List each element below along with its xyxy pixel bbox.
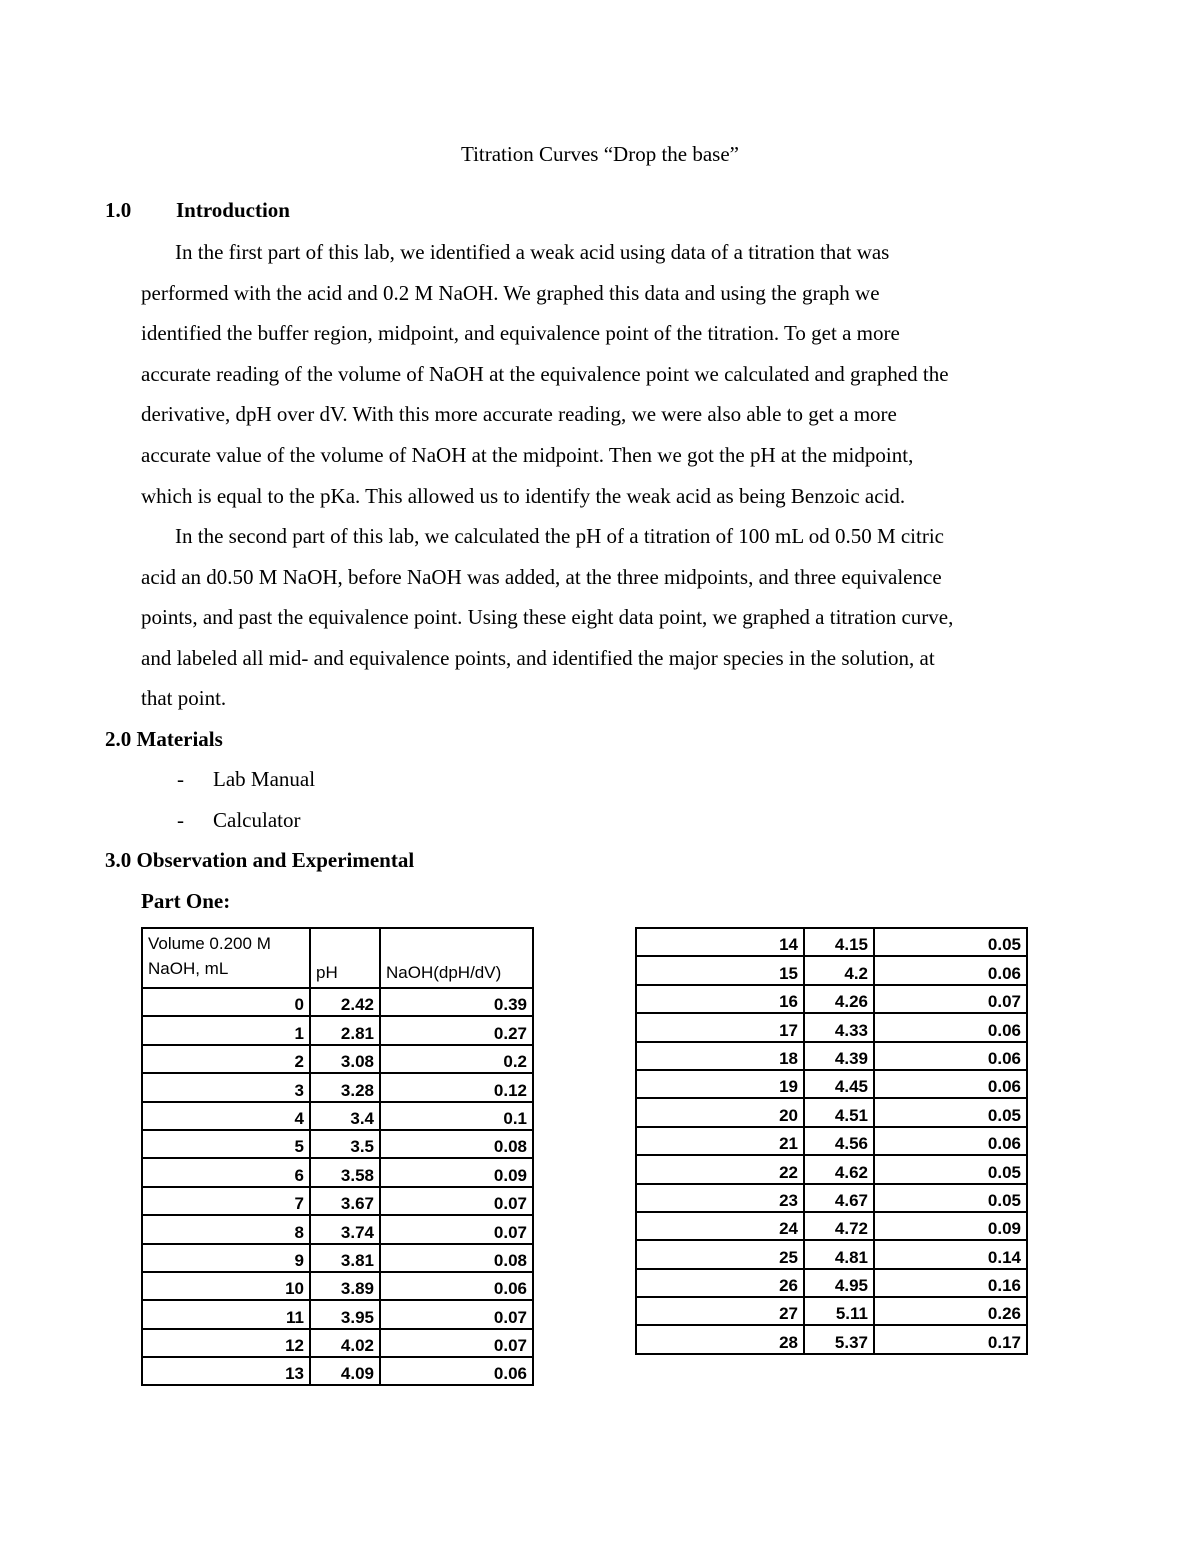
cell-dphdv: 0.2 [380, 1045, 533, 1073]
cell-ph: 3.5 [310, 1130, 380, 1158]
paragraph-line: identified the buffer region, midpoint, and equivalence point of the titration. To get a more [141, 321, 900, 346]
table-row [142, 1357, 533, 1385]
paragraph-line: performed with the acid and 0.2 M NaOH. We graphed this data and using the graph we [141, 280, 880, 305]
cell-volume: 4 [142, 1102, 310, 1130]
cell-dphdv: 0.06 [380, 1272, 533, 1300]
cell-ph: 4.45 [804, 1070, 874, 1098]
cell-volume: 8 [142, 1215, 310, 1243]
cell-dphdv: 0.06 [874, 956, 1027, 984]
cell-volume: 26 [636, 1269, 804, 1297]
cell-ph: 4.72 [804, 1212, 874, 1240]
cell-ph: 4.33 [804, 1013, 874, 1041]
cell-volume: 18 [636, 1042, 804, 1070]
materials-item [177, 767, 315, 792]
cell-volume: 24 [636, 1212, 804, 1240]
part-one-heading: Part One: [141, 889, 231, 913]
cell-volume: 21 [636, 1127, 804, 1155]
cell-dphdv: 0.06 [874, 1070, 1027, 1098]
cell-volume: 11 [142, 1300, 310, 1328]
table-row [142, 1329, 533, 1357]
cell-dphdv: 0.05 [874, 1155, 1027, 1183]
cell-ph: 4.95 [804, 1269, 874, 1297]
cell-dphdv: 0.06 [874, 1127, 1027, 1155]
header-dphdv: NaOH(dpH/dV) [380, 928, 533, 988]
table-row [636, 985, 1027, 1013]
table-row [636, 1098, 1027, 1126]
cell-dphdv: 0.39 [380, 988, 533, 1016]
cell-ph: 3.4 [310, 1102, 380, 1130]
paragraph-line: In the first part of this lab, we identified a weak acid using data of a titration that was [175, 240, 890, 264]
table-row [142, 1300, 533, 1328]
cell-volume: 12 [142, 1329, 310, 1357]
cell-ph: 3.28 [310, 1073, 380, 1101]
table-row [636, 1127, 1027, 1155]
cell-volume: 25 [636, 1240, 804, 1268]
cell-volume: 17 [636, 1013, 804, 1041]
cell-ph: 4.26 [804, 985, 874, 1013]
cell-dphdv: 0.1 [380, 1102, 533, 1130]
table-row [636, 1184, 1027, 1212]
paragraph-line: and labeled all mid- and equivalence points, and identified the major species in the solution, at [141, 645, 935, 670]
cell-ph: 4.67 [804, 1184, 874, 1212]
cell-volume: 19 [636, 1070, 804, 1098]
cell-volume: 22 [636, 1155, 804, 1183]
cell-volume: 5 [142, 1130, 310, 1158]
cell-dphdv: 0.05 [874, 1098, 1027, 1126]
paragraph-line: that point. [141, 686, 227, 711]
table-row [142, 988, 533, 1016]
cell-dphdv: 0.07 [380, 1300, 533, 1328]
cell-dphdv: 0.05 [874, 928, 1027, 956]
cell-ph: 3.74 [310, 1215, 380, 1243]
cell-dphdv: 0.14 [874, 1240, 1027, 1268]
cell-dphdv: 0.26 [874, 1297, 1027, 1325]
cell-volume: 14 [636, 928, 804, 956]
section-3-heading: 3.0 Observation and Experimental [105, 848, 415, 872]
cell-dphdv: 0.17 [874, 1325, 1027, 1353]
cell-ph: 5.37 [804, 1325, 874, 1353]
intro-paragraph-1 [141, 232, 1071, 516]
cell-volume: 23 [636, 1184, 804, 1212]
cell-ph: 3.08 [310, 1045, 380, 1073]
cell-dphdv: 0.12 [380, 1073, 533, 1101]
table-row [142, 1045, 533, 1073]
cell-ph: 4.62 [804, 1155, 874, 1183]
paragraph-line: accurate reading of the volume of NaOH at the equivalence point we calculated and graphed the [141, 361, 949, 386]
table-row [636, 1240, 1027, 1268]
table-row [636, 1212, 1027, 1240]
table-row [636, 1297, 1027, 1325]
cell-dphdv: 0.06 [874, 1013, 1027, 1041]
cell-dphdv: 0.07 [380, 1187, 533, 1215]
cell-volume: 6 [142, 1158, 310, 1186]
table-row [142, 1272, 533, 1300]
cell-volume: 28 [636, 1325, 804, 1353]
table-header-row [142, 928, 533, 988]
cell-ph: 2.42 [310, 988, 380, 1016]
cell-ph: 3.67 [310, 1187, 380, 1215]
cell-dphdv: 0.06 [874, 1042, 1027, 1070]
table-row [142, 1244, 533, 1272]
cell-dphdv: 0.07 [874, 985, 1027, 1013]
cell-ph: 3.58 [310, 1158, 380, 1186]
cell-volume: 13 [142, 1357, 310, 1385]
table-row [142, 1073, 533, 1101]
cell-volume: 0 [142, 988, 310, 1016]
cell-ph: 5.11 [804, 1297, 874, 1325]
materials-item-label: Calculator [213, 808, 301, 832]
cell-ph: 4.09 [310, 1357, 380, 1385]
cell-dphdv: 0.27 [380, 1016, 533, 1044]
paragraph-line: which is equal to the pKa. This allowed us to identify the weak acid as being Benzoic acid. [141, 483, 906, 508]
cell-ph: 3.81 [310, 1244, 380, 1272]
table-row [142, 1215, 533, 1243]
paragraph-line: acid an d0.50 M NaOH, before NaOH was added, at the three midpoints, and three equivalence [141, 564, 942, 589]
cell-volume: 16 [636, 985, 804, 1013]
materials-item [177, 808, 300, 833]
table-row [636, 1325, 1027, 1353]
cell-volume: 2 [142, 1045, 310, 1073]
section-1-number: 1.0 [105, 198, 132, 222]
cell-ph: 3.95 [310, 1300, 380, 1328]
table-row [142, 1130, 533, 1158]
table-row [142, 1187, 533, 1215]
cell-ph: 4.81 [804, 1240, 874, 1268]
table-row [636, 956, 1027, 984]
table-row [142, 1016, 533, 1044]
cell-dphdv: 0.09 [874, 1212, 1027, 1240]
cell-volume: 10 [142, 1272, 310, 1300]
materials-item-label: Lab Manual [213, 767, 316, 791]
section-2-heading: 2.0 Materials [105, 727, 223, 751]
paragraph-line: accurate value of the volume of NaOH at the midpoint. Then we got the pH at the midpoint, [141, 442, 914, 467]
cell-ph: 4.51 [804, 1098, 874, 1126]
cell-dphdv: 0.07 [380, 1329, 533, 1357]
table-row [636, 1269, 1027, 1297]
cell-volume: 3 [142, 1073, 310, 1101]
cell-dphdv: 0.16 [874, 1269, 1027, 1297]
paragraph-line: points, and past the equivalence point. Using these eight data point, we graphed a titration curve, [141, 605, 954, 630]
cell-volume: 1 [142, 1016, 310, 1044]
cell-dphdv: 0.08 [380, 1244, 533, 1272]
section-1-heading [105, 198, 290, 223]
cell-volume: 20 [636, 1098, 804, 1126]
cell-ph: 4.15 [804, 928, 874, 956]
paragraph-line: In the second part of this lab, we calculated the pH of a titration of 100 mL od 0.50 M citric [175, 524, 945, 548]
cell-volume: 15 [636, 956, 804, 984]
cell-ph: 4.02 [310, 1329, 380, 1357]
cell-dphdv: 0.06 [380, 1357, 533, 1385]
cell-volume: 7 [142, 1187, 310, 1215]
table-row [636, 1042, 1027, 1070]
intro-paragraph-2 [141, 516, 1071, 719]
cell-dphdv: 0.09 [380, 1158, 533, 1186]
table-row [142, 1158, 533, 1186]
paragraph-line: derivative, dpH over dV. With this more accurate reading, we were also able to get a more [141, 402, 897, 427]
data-table-left [141, 927, 534, 1386]
cell-volume: 9 [142, 1244, 310, 1272]
cell-ph: 2.81 [310, 1016, 380, 1044]
table-row [636, 928, 1027, 956]
header-ph: pH [310, 928, 380, 988]
data-table-right [635, 927, 1028, 1355]
cell-volume: 27 [636, 1297, 804, 1325]
header-volume: Volume 0.200 M NaOH, mL [142, 928, 310, 988]
table-row [142, 1102, 533, 1130]
table-row [636, 1155, 1027, 1183]
document-title: Titration Curves “Drop the base” [460, 142, 739, 166]
cell-dphdv: 0.07 [380, 1215, 533, 1243]
table-row [636, 1013, 1027, 1041]
list-bullet: - [177, 767, 184, 791]
cell-dphdv: 0.08 [380, 1130, 533, 1158]
cell-ph: 4.56 [804, 1127, 874, 1155]
list-bullet: - [177, 808, 184, 832]
cell-ph: 4.2 [804, 956, 874, 984]
cell-ph: 3.89 [310, 1272, 380, 1300]
table-row [636, 1070, 1027, 1098]
cell-ph: 4.39 [804, 1042, 874, 1070]
cell-dphdv: 0.05 [874, 1184, 1027, 1212]
section-1-title: Introduction [176, 198, 290, 222]
